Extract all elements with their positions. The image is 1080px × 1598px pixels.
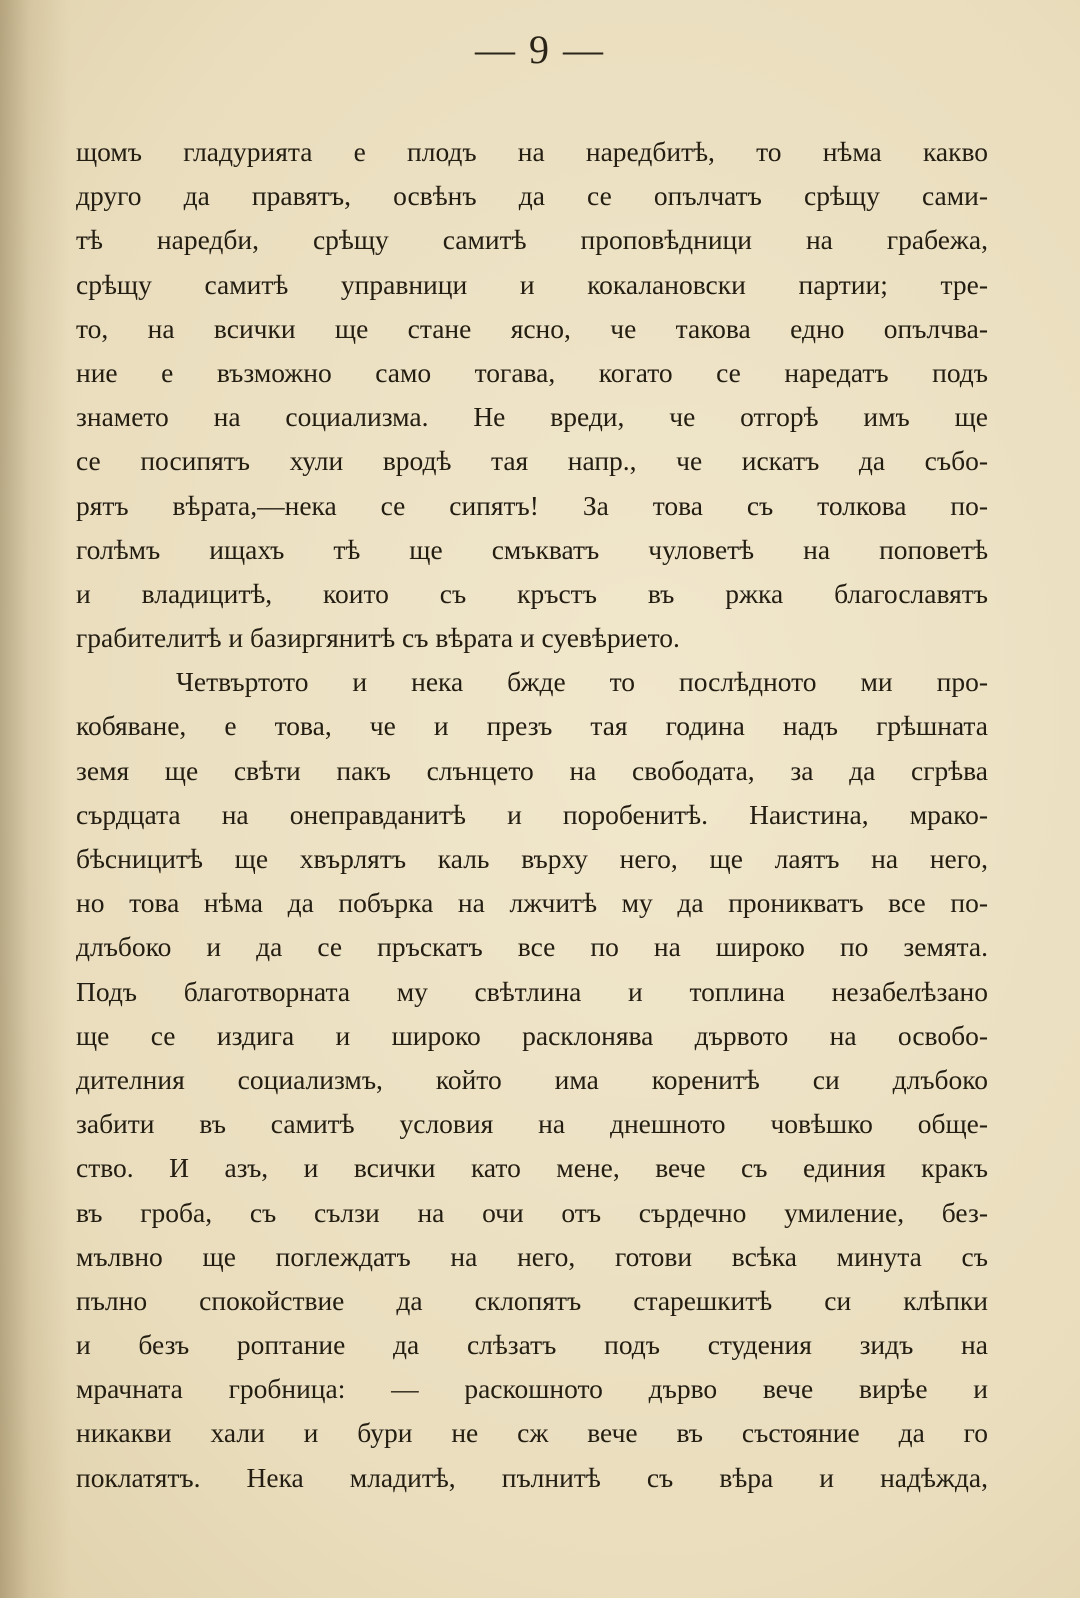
page-number: — 9 — — [475, 27, 605, 72]
text-line: кобяване, е това, че и презъ тая година надъ грѣшната — [76, 710, 988, 742]
text-line: мълвно ще поглеждатъ на него, готови всѣка минута съ — [76, 1240, 988, 1272]
text-line: срѣщу самитѣ управници и кокалановски партии; тре- — [76, 268, 988, 300]
text-line: щомъ гладурията е плодъ на наредбитѣ, то нѣма какво — [76, 136, 988, 167]
text-line: друго да правятъ, освѣнъ да се опълчатъ срѣщу сами- — [76, 180, 988, 212]
text-line: но това нѣма да побърка на лжчитѣ му да проникватъ все по- — [76, 887, 988, 919]
text-line: голѣмъ ищахъ тѣ ще смъкватъ чуловетѣ на поповетѣ — [76, 533, 988, 565]
text-line: грабителитѣ и базиргянитѣ съ вѣрата и суевѣрието. — [76, 622, 680, 654]
text-line: мрачната гробница: — раскошното дърво вече вирѣе и — [76, 1373, 988, 1405]
text-line: въ гроба, съ сълзи на очи отъ сърдечно умиление, без- — [76, 1196, 988, 1228]
text-line: се посипятъ хули вродѣ тая напр., че искатъ да събо- — [76, 445, 988, 477]
text-line: земя ще свѣти пакъ слънцето на свободата, за да сгрѣва — [76, 754, 988, 786]
body-text — [76, 130, 988, 1500]
text-line: знамето на социализма. Не вреди, че отгорѣ имъ ще — [76, 401, 988, 433]
text-line: пълно спокойствие да склопятъ старешкитѣ си клѣпки — [76, 1284, 988, 1316]
text-line: сърдцата на онеправданитѣ и поробенитѣ. Наистина, мрако- — [76, 798, 988, 830]
text-line: дителния социализмъ, който има коренитѣ си длъбоко — [76, 1063, 988, 1095]
text-line: забити въ самитѣ условия на днешното човѣшко обще- — [76, 1108, 988, 1140]
text-line: поклатятъ. Нека младитѣ, пълнитѣ съ вѣра и надѣжда, — [76, 1461, 988, 1493]
text-line: то, на всички ще стане ясно, че такова едно опълчва- — [76, 312, 988, 344]
text-line: рятъ вѣрата,—нека се сипятъ! За това съ толкова по- — [76, 489, 988, 521]
text-line: и владицитѣ, които съ кръстъ въ ржка благославятъ — [76, 577, 988, 609]
text-line: Подъ благотворната му свѣтлина и топлина незабелѣзано — [76, 975, 988, 1007]
text-line: ние е възможно само тогава, когато се наредатъ подъ — [76, 356, 988, 388]
text-line: бѣсницитѣ ще хвърлятъ каль върху него, ще лаятъ на него, — [76, 843, 988, 874]
text-line: ще се издига и широко расклонява дървото на освобо- — [76, 1019, 988, 1051]
text-line: тѣ наредби, срѣщу самитѣ проповѣдници на грабежа, — [76, 224, 988, 256]
text-line: ство. И азъ, и всички като мене, вече съ единия кракъ — [76, 1152, 988, 1184]
text-line: Четвъртото и нека бжде то послѣдното ми про- — [176, 666, 988, 698]
text-line: и безъ роптание да слѣзатъ подъ студения зидъ на — [76, 1329, 988, 1361]
text-line: длъбоко и да се пръскатъ все по на широко по земята. — [76, 931, 988, 963]
text-line: никакви хали и бури не сж вече въ състояние да го — [76, 1417, 988, 1449]
